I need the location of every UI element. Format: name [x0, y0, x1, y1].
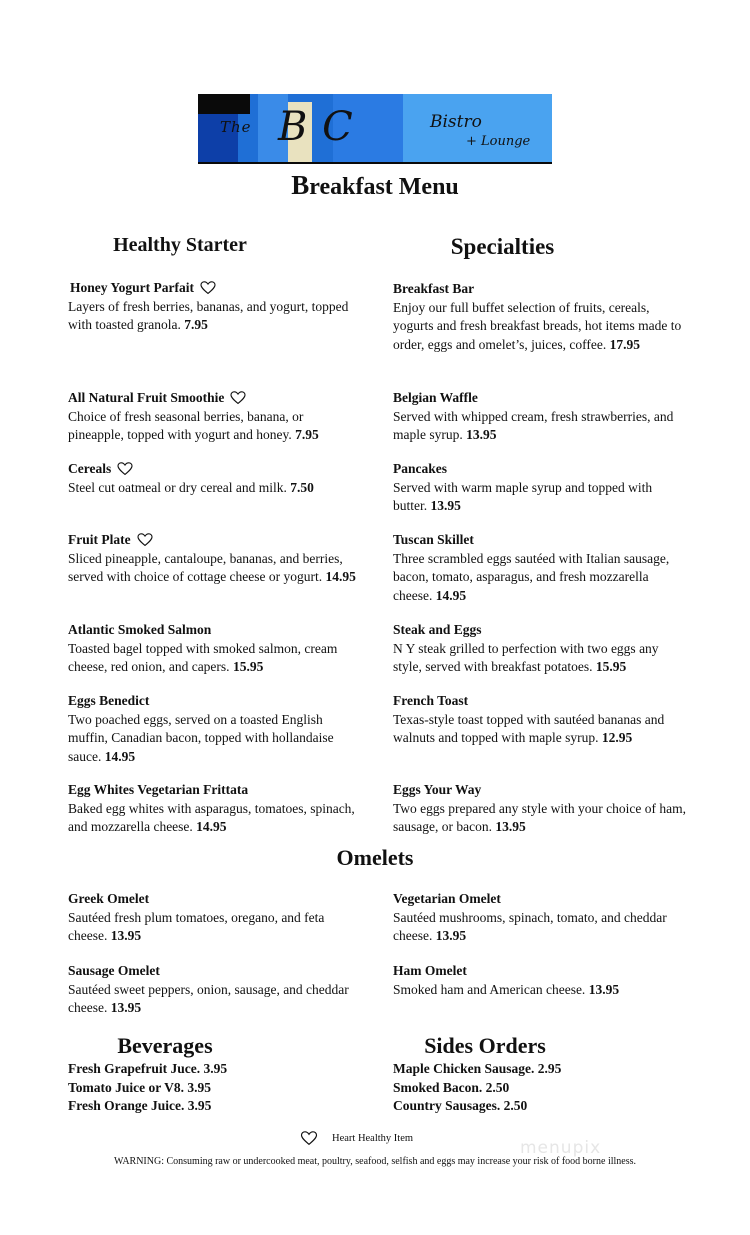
item-price: 13.95 [110, 928, 142, 943]
item-name: All Natural Fruit Smoothie [68, 390, 225, 405]
item-desc: Baked egg whites with asparagus, tomatoes, spinach, and mozzarella cheese. [68, 800, 355, 834]
menu-item [68, 460, 358, 497]
item-price: 13.95 [430, 498, 461, 513]
heart-icon [117, 462, 133, 476]
logo-lounge: + Lounge [466, 134, 531, 149]
legend [300, 1131, 413, 1146]
menu-item [68, 890, 358, 946]
beverage-price: 3.95 [187, 1098, 212, 1113]
side-price: 2.50 [485, 1079, 510, 1095]
heading-sides: Sides Orders [424, 1033, 546, 1058]
heart-icon [200, 281, 216, 295]
menu-item [393, 962, 683, 999]
item-desc: Sautéed sweet peppers, onion, sausage, and cheddar cheese. [68, 981, 349, 1015]
item-price: 15.95 [232, 659, 264, 674]
item-name: Pancakes [393, 461, 447, 476]
menu-item [68, 389, 358, 445]
item-desc: Served with warm maple syrup and topped with butter. [393, 479, 653, 513]
item-price: 7.95 [184, 317, 208, 332]
item-name: Tuscan Skillet [393, 532, 474, 547]
item-name: Breakfast Bar [393, 281, 475, 296]
menu-item [393, 460, 683, 516]
menu-item [393, 280, 685, 354]
item-name: Cereals [68, 461, 112, 476]
item-desc: Served with whipped cream, fresh strawberries, and maple syrup. [393, 408, 674, 442]
list-item [393, 1060, 561, 1079]
item-name: Egg Whites Vegetarian Frittata [68, 782, 249, 797]
sides-list [393, 1060, 561, 1116]
item-price: 13.95 [495, 819, 526, 834]
item-desc: Two poached eggs, served on a toasted English muffin, Canadian bacon, topped with hollandaise sauce. [68, 711, 334, 764]
logo-the: The [220, 118, 252, 136]
item-desc: Texas-style toast topped with sautéed bananas and walnuts and topped with maple syrup. [393, 711, 665, 745]
heading-healthy-starter: Healthy Starter [113, 234, 247, 256]
beverages-list [68, 1060, 227, 1116]
item-name: French Toast [393, 693, 469, 708]
menu-item [393, 389, 683, 445]
item-name: Honey Yogurt Parfait [70, 280, 194, 295]
heart-icon [137, 533, 153, 547]
item-price: 14.95 [325, 569, 356, 584]
item-name: Ham Omelet [393, 963, 467, 978]
heading-omelets: Omelets [336, 845, 414, 870]
menu-item [393, 692, 693, 748]
item-name: Vegetarian Omelet [393, 891, 501, 906]
item-desc: Steel cut oatmeal or dry cereal and milk. [68, 479, 287, 495]
beverage-name: Fresh Grapefruit Juce. [68, 1061, 201, 1076]
beverage-name: Fresh Orange Juice. [68, 1098, 185, 1113]
menu-item [68, 621, 358, 677]
menu-item [68, 781, 358, 837]
item-name: Sausage Omelet [68, 963, 160, 978]
item-price: 12.95 [601, 730, 633, 745]
item-name: Belgian Waffle [393, 390, 478, 405]
item-desc: N Y steak grilled to perfection with two eggs any style, served with breakfast potatoes. [393, 640, 659, 674]
heading-specialties: Specialties [450, 234, 555, 259]
list-item [68, 1079, 227, 1098]
list-item [68, 1060, 227, 1079]
side-name: Country Sausages. [393, 1098, 501, 1113]
item-price: 13.95 [110, 1000, 142, 1015]
menu-item [68, 531, 358, 587]
list-item [393, 1079, 561, 1098]
beverage-price: 3.95 [187, 1079, 212, 1095]
heart-icon [230, 391, 246, 405]
item-desc: Choice of fresh seasonal berries, banana, or pineapple, topped with yogurt and honey. [68, 408, 304, 442]
beverage-name: Tomato Juice or V8. [68, 1079, 185, 1095]
beverage-price: 3.95 [203, 1061, 228, 1076]
menu-item [68, 692, 358, 766]
watermark: menupix [520, 1138, 602, 1158]
item-name: Greek Omelet [68, 891, 150, 906]
heart-icon [300, 1131, 318, 1146]
side-name: Smoked Bacon. [393, 1079, 483, 1095]
page-title-rest: reakfast Menu [309, 174, 459, 200]
menu-item [393, 890, 683, 946]
item-desc: Layers of fresh berries, bananas, and yogurt, topped with toasted granola. [68, 298, 349, 332]
item-price: 13.95 [588, 981, 620, 997]
item-desc: Sliced pineapple, cantaloupe, bananas, and berries, served with choice of cottage cheese or yogurt. [68, 550, 343, 584]
item-price: 7.95 [295, 427, 319, 442]
item-name: Fruit Plate [68, 532, 131, 547]
menu-item [393, 621, 683, 677]
item-price: 13.95 [466, 427, 497, 442]
logo-mark: BC [278, 104, 367, 150]
item-desc: Toasted bagel topped with smoked salmon, cream cheese, red onion, and capers. [68, 640, 338, 674]
menu-item [393, 781, 689, 837]
list-item [68, 1097, 227, 1116]
item-name: Eggs Benedict [68, 693, 150, 708]
item-price: 7.50 [290, 479, 314, 495]
item-price: 14.95 [435, 587, 467, 603]
item-price: 14.95 [196, 819, 227, 834]
item-price: 14.95 [104, 748, 136, 764]
logo-bistro: Bistro [430, 112, 482, 132]
item-name: Eggs Your Way [393, 782, 482, 797]
item-desc: Enjoy our full buffet selection of fruits, cereals, yogurts and fresh breakfast breads, hot items made to order, eggs and omelet’s, juices, coffee. [393, 299, 682, 352]
page-title-first-letter: B [291, 170, 310, 200]
logo [198, 94, 552, 164]
page-title [0, 170, 750, 201]
item-name: Atlantic Smoked Salmon [68, 622, 212, 637]
item-desc: Smoked ham and American cheese. [393, 981, 586, 997]
item-price: 13.95 [435, 928, 467, 943]
item-desc: Three scrambled eggs sautéed with Italian sausage, bacon, tomato, asparagus, and fresh mozzarella cheese. [393, 550, 670, 603]
side-price: 2.50 [503, 1098, 528, 1113]
warning-text: WARNING: Consuming raw or undercooked meat, poultry, seafood, selfish and eggs may increase your risk of food borne illness. [113, 1156, 636, 1167]
menu-item [70, 279, 360, 335]
item-desc: Sautéed mushrooms, spinach, tomato, and cheddar cheese. [393, 909, 667, 943]
heading-beverages: Beverages [117, 1033, 213, 1058]
item-name: Steak and Eggs [393, 622, 482, 637]
side-price: 2.95 [537, 1061, 562, 1076]
side-name: Maple Chicken Sausage. [393, 1061, 535, 1076]
item-price: 17.95 [609, 336, 641, 352]
legend-label: Heart Healthy Item [332, 1133, 414, 1144]
item-desc: Two eggs prepared any style with your choice of ham, sausage, or bacon. [393, 800, 686, 834]
list-item [393, 1097, 561, 1116]
menu-item [393, 531, 683, 605]
item-desc: Sautéed fresh plum tomatoes, oregano, and feta cheese. [68, 909, 325, 943]
menu-item [68, 962, 358, 1018]
item-price: 15.95 [595, 659, 627, 674]
